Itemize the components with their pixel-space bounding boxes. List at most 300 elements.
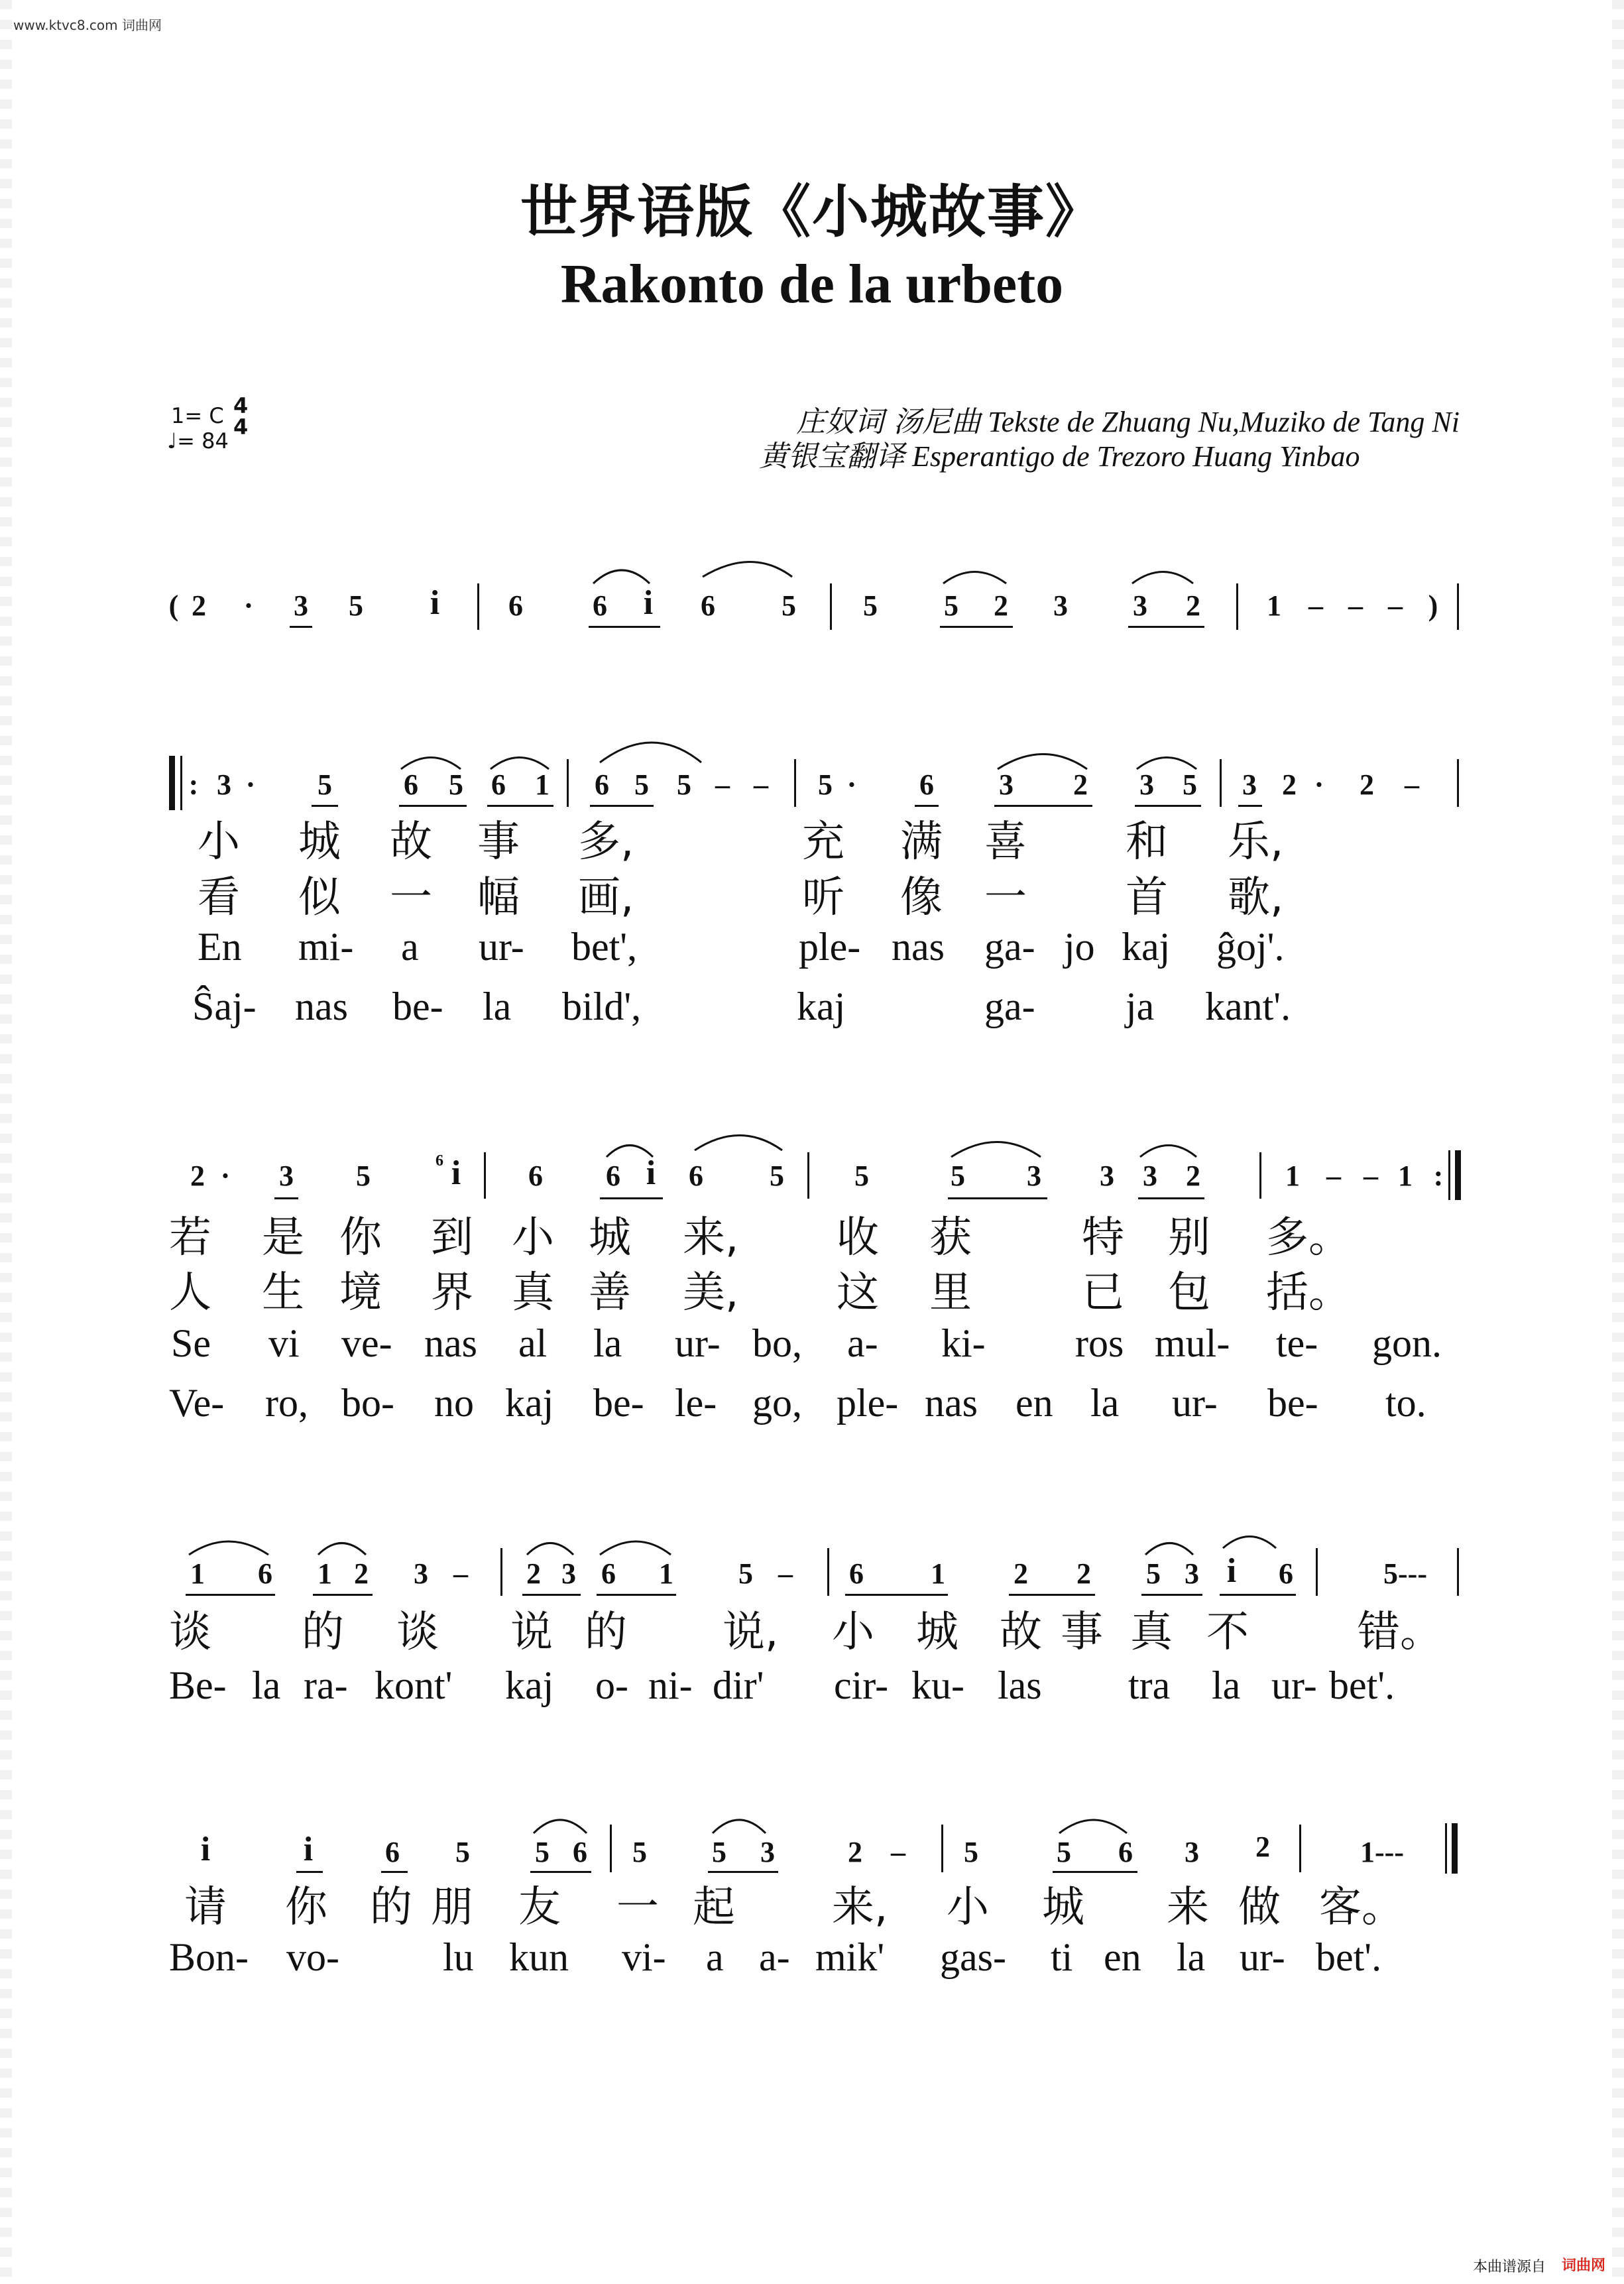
lyric-word: en [1104,1935,1141,1979]
lyric-word: kaj [797,985,846,1028]
footer-source-label: 本曲谱源自 [1473,2259,1546,2275]
line2-note: 3 [279,1160,294,1192]
line2-note: 2 [1186,1160,1200,1192]
lyric-word: ur- [1172,1381,1218,1425]
lyric-word: go, [752,1381,802,1425]
line3-dash: – [778,1557,793,1590]
lyric-char: 小 [512,1213,554,1262]
line4-note: 6 [573,1836,587,1868]
lyric-word: ple- [799,925,861,969]
lyric-char: 小 [947,1883,989,1932]
lyric-word: be- [1267,1381,1318,1425]
line2-note: 1 [1398,1160,1413,1192]
lyric-word: ku- [911,1663,964,1707]
lyric-char: 和 [1126,817,1168,867]
line4-note: 1--- [1360,1836,1404,1868]
barline [567,759,569,807]
intro-note: 6 [593,589,607,622]
intro-note: 5 [863,589,878,622]
line1-note: 3 [217,768,231,801]
repeat-start-thin-bar [180,756,182,810]
lyric-word: vi [268,1321,300,1365]
lyric-word: ti [1051,1935,1073,1979]
line1-dot: · [245,768,256,801]
line3-note: 5--- [1383,1557,1427,1590]
note-underline [1135,805,1201,807]
line3-note: 1 [318,1557,332,1590]
line2-note: 3 [1100,1160,1114,1192]
note-underline [186,1594,275,1596]
lyric-word: ra- [304,1663,348,1707]
lyric-word: a- [759,1935,790,1979]
lyric-char: 真 [1130,1608,1173,1657]
lyric-char: 小 [832,1608,874,1657]
line3-note: 3 [561,1557,576,1590]
line3-note: i [1226,1552,1237,1590]
barline [1316,1548,1318,1596]
line1-dot: · [846,768,857,801]
lyric-word: cir- [834,1663,889,1707]
lyric-word: te- [1276,1321,1318,1365]
line1-note: 6 [919,768,934,801]
lyric-char: 歌, [1228,873,1284,922]
intro-note: 1 [1267,589,1281,622]
credit-line-2-cn: 黄银宝翻译 [759,440,905,473]
lyric-char: 一 [616,1883,659,1932]
title-esperanto: Rakonto de la urbeto [560,253,1064,315]
lyric-char: 别 [1168,1213,1210,1262]
note-underline [948,1197,1047,1199]
lyric-word: ga- [984,925,1035,969]
lyric-word: nas [295,985,348,1028]
line3-note: 6 [1279,1557,1293,1590]
line4-note: 3 [760,1836,775,1868]
lyric-word: mi- [298,925,354,969]
line1-note: 6 [491,768,506,801]
barline [1236,583,1238,630]
line3-note: 1 [190,1557,205,1590]
line2-note: 3 [1143,1160,1157,1192]
lyric-char: 来, [683,1213,739,1262]
lyric-word: bild', [562,985,642,1028]
line2-note: 6 [528,1160,543,1192]
lyric-char: 朋 [431,1883,473,1932]
lyric-char: 首 [1126,873,1168,922]
lyric-char: 境 [339,1268,382,1317]
lyric-char: 乐, [1228,817,1284,867]
lyric-char: 生 [262,1268,304,1317]
lyric-word: a [401,925,419,969]
lyric-word: la [252,1663,281,1707]
barline [807,1152,809,1199]
lyric-char: 已 [1082,1268,1124,1317]
line1-note: 3 [1139,768,1154,801]
final-thin-bar [1445,1823,1447,1874]
barline [1259,1152,1261,1199]
lyric-word: o- [595,1663,628,1707]
lyric-char: 城 [298,817,341,867]
line3-note: 1 [931,1557,945,1590]
line2-note: i [451,1154,461,1192]
lyric-word: En [198,925,242,969]
lyric-char: 谈 [396,1608,439,1657]
note-underline [313,1594,373,1596]
lyric-word: en [1015,1381,1053,1425]
lyric-word: Bon- [169,1935,249,1979]
intro-dash: – [1348,589,1363,622]
lyric-char: 美, [683,1268,739,1317]
lyric-word: ple- [837,1381,899,1425]
intro-dash: – [1388,589,1403,622]
note-underline [1138,1197,1204,1199]
tempo-marking: ♩= 84 [167,428,229,453]
lyric-word: gon. [1372,1321,1442,1365]
line4-note: 6 [385,1836,400,1868]
line2-dash: – [1363,1160,1378,1192]
lyric-char: 一 [984,873,1027,922]
line3-note: 1 [659,1557,673,1590]
line2-note: 6 [606,1160,620,1192]
intro-note: 3 [1053,589,1068,622]
line1-note: 6 [595,768,609,801]
lyric-word: ni- [648,1663,693,1707]
line1-dash: – [715,768,730,801]
line4-note: 5 [535,1836,550,1868]
line2-note: 2 [190,1160,205,1192]
intro-note: 6 [701,589,715,622]
note-underline [312,805,338,807]
line3-note: 6 [849,1557,864,1590]
lyric-word: kaj [505,1663,554,1707]
line1-note: 2 [1073,768,1088,801]
lyric-word: gas- [940,1935,1006,1979]
line2-dash: – [1326,1160,1341,1192]
barline [830,583,832,630]
repeat-start-thick-bar [169,756,175,810]
note-underline [1009,1594,1095,1596]
line3-note: 2 [1076,1557,1091,1590]
lyric-word: ve- [341,1321,392,1365]
lyric-word: a [706,1935,724,1979]
lyric-char: 喜 [984,817,1027,867]
lyric-word: to. [1385,1381,1426,1425]
repeat-dots: : [188,768,199,801]
lyric-word: Ŝaj- [192,985,257,1028]
lyric-word: a- [847,1321,878,1365]
intro-note: 6 [508,589,523,622]
time-bottom: 4 [233,414,249,440]
lyric-word: vo- [286,1935,339,1979]
lyric-word: Se [171,1321,211,1365]
lyric-word: nas [892,925,945,969]
lyric-word: ĝoj'. [1216,925,1285,969]
lyric-word: ro, [265,1381,308,1425]
lyric-char: 来, [832,1883,888,1932]
lyric-char: 多, [578,817,634,867]
lyric-char: 若 [169,1213,211,1262]
line4-note: 5 [1057,1836,1071,1868]
lyric-word: ur- [1240,1935,1285,1979]
lyric-word: no [434,1381,474,1425]
line4-dash: – [891,1836,905,1868]
credit-line-1-cn: 庄奴词 汤尼曲 [796,405,981,439]
line2-note: 5 [951,1160,965,1192]
line3-note: 2 [354,1557,369,1590]
intro-note: 5 [349,589,363,622]
lyric-char: 里 [929,1268,972,1317]
repeat-end-thin-bar [1448,1150,1450,1200]
lyric-char: 说 [510,1608,553,1657]
line4-note: 5 [632,1836,647,1868]
line3-note: 5 [1146,1557,1161,1590]
barline [941,1825,943,1872]
lyric-char: 人 [169,1268,211,1317]
note-underline [274,1197,298,1199]
intro-note: i [430,584,440,622]
note-underline [590,805,654,807]
lyric-char: 不 [1206,1608,1249,1657]
intro-note: 5 [944,589,958,622]
line3-dash: – [453,1557,468,1590]
lyric-char: 的 [370,1883,412,1932]
intro-note: 5 [782,589,796,622]
line1-note: 3 [1242,768,1257,801]
intro-note: i [643,584,654,622]
line1-dot: · [1314,768,1324,801]
lyric-char: 事 [477,817,520,867]
note-underline [589,626,660,628]
lyric-char: 界 [431,1268,473,1317]
lyric-char: 故 [1000,1608,1042,1657]
lyric-word: ga- [984,985,1035,1028]
lyric-char: 善 [589,1268,631,1317]
line3-note: 6 [601,1557,616,1590]
line2-note: 5 [854,1160,869,1192]
line4-note: 3 [1185,1836,1199,1868]
lyric-char: 像 [900,873,943,922]
lyric-word: al [518,1321,548,1365]
line1-note: 5 [818,768,833,801]
time-top: 4 [233,393,249,418]
lyric-word: bo, [752,1321,802,1365]
line4-note: 2 [848,1836,862,1868]
barline [827,1548,829,1596]
lyric-char: 客。 [1319,1883,1404,1932]
line2-note: 6 [689,1160,703,1192]
barline [1220,759,1222,807]
line1-note: 1 [535,768,550,801]
lyric-char: 充 [802,817,844,867]
lyric-word: vi- [622,1935,666,1979]
line1-dash: – [754,768,768,801]
lyric-char: 小 [198,817,240,867]
barline [477,583,479,630]
lyric-word: la [1090,1381,1120,1425]
lyric-word: la [1177,1935,1206,1979]
note-underline [399,805,467,807]
key-label: 1= C [171,403,224,428]
line2-note: 1 [1285,1160,1300,1192]
lyric-char: 真 [512,1268,554,1317]
lyric-char: 到 [431,1213,473,1262]
lyric-char: 获 [929,1213,972,1262]
line1-note: 5 [634,768,649,801]
lyric-char: 城 [1042,1883,1084,1932]
line4-note: 5 [964,1836,978,1868]
lyric-char: 错。 [1358,1608,1442,1657]
note-underline [1141,1594,1202,1596]
lyric-char: 一 [390,873,432,922]
lyric-word: nas [424,1321,477,1365]
note-underline [1238,805,1262,807]
line2-note: 5 [356,1160,371,1192]
line2-note: 5 [770,1160,784,1192]
lyric-word: tra [1128,1663,1171,1707]
line1-note: 3 [999,768,1014,801]
line4-note: i [200,1831,211,1868]
lyric-char: 看 [198,873,240,922]
lyric-word: Be- [169,1663,227,1707]
line4-note: 2 [1255,1831,1270,1863]
lyric-char: 城 [589,1213,631,1262]
intro-dot: · [243,589,254,622]
line1-note: 2 [1282,768,1297,801]
barline [1457,1548,1459,1596]
lyric-word: kaj [505,1381,554,1425]
line2-grace-note: 6 [435,1152,443,1170]
lyric-char: 似 [298,873,341,922]
barline [794,759,796,807]
line2-note: i [646,1154,656,1192]
credit-line-2-eo: Esperantigo de Trezoro Huang Yinbao [912,440,1360,473]
lyric-word: ur- [479,925,524,969]
footer-site-logo[interactable]: 词曲网 [1562,2257,1606,2274]
lyric-word: las [998,1663,1042,1707]
note-underline [915,805,939,807]
intro-dash: – [1308,589,1323,622]
line1-note: 2 [1360,768,1374,801]
lyric-word: kun [509,1935,569,1979]
lyric-word: be- [593,1381,644,1425]
lyric-word: kont' [375,1663,453,1707]
lyric-char: 的 [585,1608,627,1657]
note-underline [487,805,553,807]
lyric-char: 特 [1082,1213,1124,1262]
lyric-char: 收 [837,1213,879,1262]
note-underline [290,626,312,628]
line3-note: 2 [1014,1557,1028,1590]
repeat-end-dots: : [1433,1160,1444,1192]
line4-note: 5 [712,1836,726,1868]
lyric-word: bet'. [1316,1935,1382,1979]
lyric-char: 故 [390,817,432,867]
line4-note: 5 [455,1836,470,1868]
barline [1457,759,1459,807]
lyric-word: bo- [341,1381,394,1425]
lyric-word: Ve- [169,1381,225,1425]
line3-note: 2 [526,1557,541,1590]
lyric-word: mik' [815,1935,885,1979]
barline [1457,583,1459,630]
barline [1299,1825,1301,1872]
barline [484,1152,486,1199]
note-underline [522,1594,581,1596]
lyric-word: la [483,985,512,1028]
line1-note: 5 [1183,768,1197,801]
lyric-word: be- [392,985,443,1028]
barline [610,1825,612,1872]
note-underline [845,1594,948,1596]
lyric-char: 城 [916,1608,958,1657]
line2-dot: · [220,1160,231,1192]
line3-note: 6 [258,1557,272,1590]
note-underline [994,805,1092,807]
lyric-char: 画, [578,873,634,922]
title-chinese: 世界语版《小城故事》 [520,179,1104,245]
lyric-char: 你 [285,1883,327,1932]
lyric-char: 幅 [477,873,520,922]
line3-note: 5 [738,1557,753,1590]
line2-note: 3 [1027,1160,1041,1192]
note-underline [940,626,1013,628]
lyric-char: 来 [1167,1883,1209,1932]
lyric-word: lu [443,1935,474,1979]
lyric-char: 做 [1238,1883,1281,1932]
lyric-word: kaj [1122,925,1171,969]
lyric-word: nas [925,1381,978,1425]
intro-note: 2 [994,589,1008,622]
lyric-char: 你 [339,1213,382,1262]
lyric-char: 的 [302,1608,344,1657]
lyric-char: 听 [802,873,844,922]
note-underline [1220,1594,1296,1596]
lyric-word: kant'. [1205,985,1291,1028]
line1-note: 5 [677,768,691,801]
line1-note: 5 [318,768,332,801]
lyric-word: jo [1064,925,1095,969]
final-thick-bar [1452,1823,1458,1874]
lyric-char: 说, [723,1608,779,1657]
lyric-char: 起 [693,1883,735,1932]
lyric-char: 事 [1061,1608,1103,1657]
lyric-char: 谈 [169,1608,211,1657]
note-underline [1128,626,1204,628]
lyric-char: 这 [837,1268,879,1317]
lyric-char: 满 [900,817,943,867]
lyric-word: ur- [675,1321,721,1365]
site-watermark: www.ktvc8.com 词曲网 [13,17,162,33]
line4-note: 6 [1118,1836,1133,1868]
lyric-char: 括。 [1266,1268,1351,1317]
lyric-word: ros [1075,1321,1124,1365]
lyric-char: 友 [518,1883,561,1932]
lyric-word: ki- [941,1321,986,1365]
line3-note: 3 [414,1557,428,1590]
lyric-word: dir' [713,1663,764,1707]
intro-note: 3 [294,589,308,622]
line3-note: 3 [1185,1557,1199,1590]
intro-note: 3 [1133,589,1147,622]
lyric-char: 是 [262,1213,304,1262]
barline [500,1548,502,1596]
lyric-word: ja [1126,985,1155,1028]
lyric-char: 请 [184,1883,227,1932]
line4-note: i [303,1831,314,1868]
intro-close-paren: ) [1428,589,1438,622]
line1-dash: – [1405,768,1419,801]
lyric-word: la [1212,1663,1241,1707]
lyric-word: ur- [1271,1663,1317,1707]
